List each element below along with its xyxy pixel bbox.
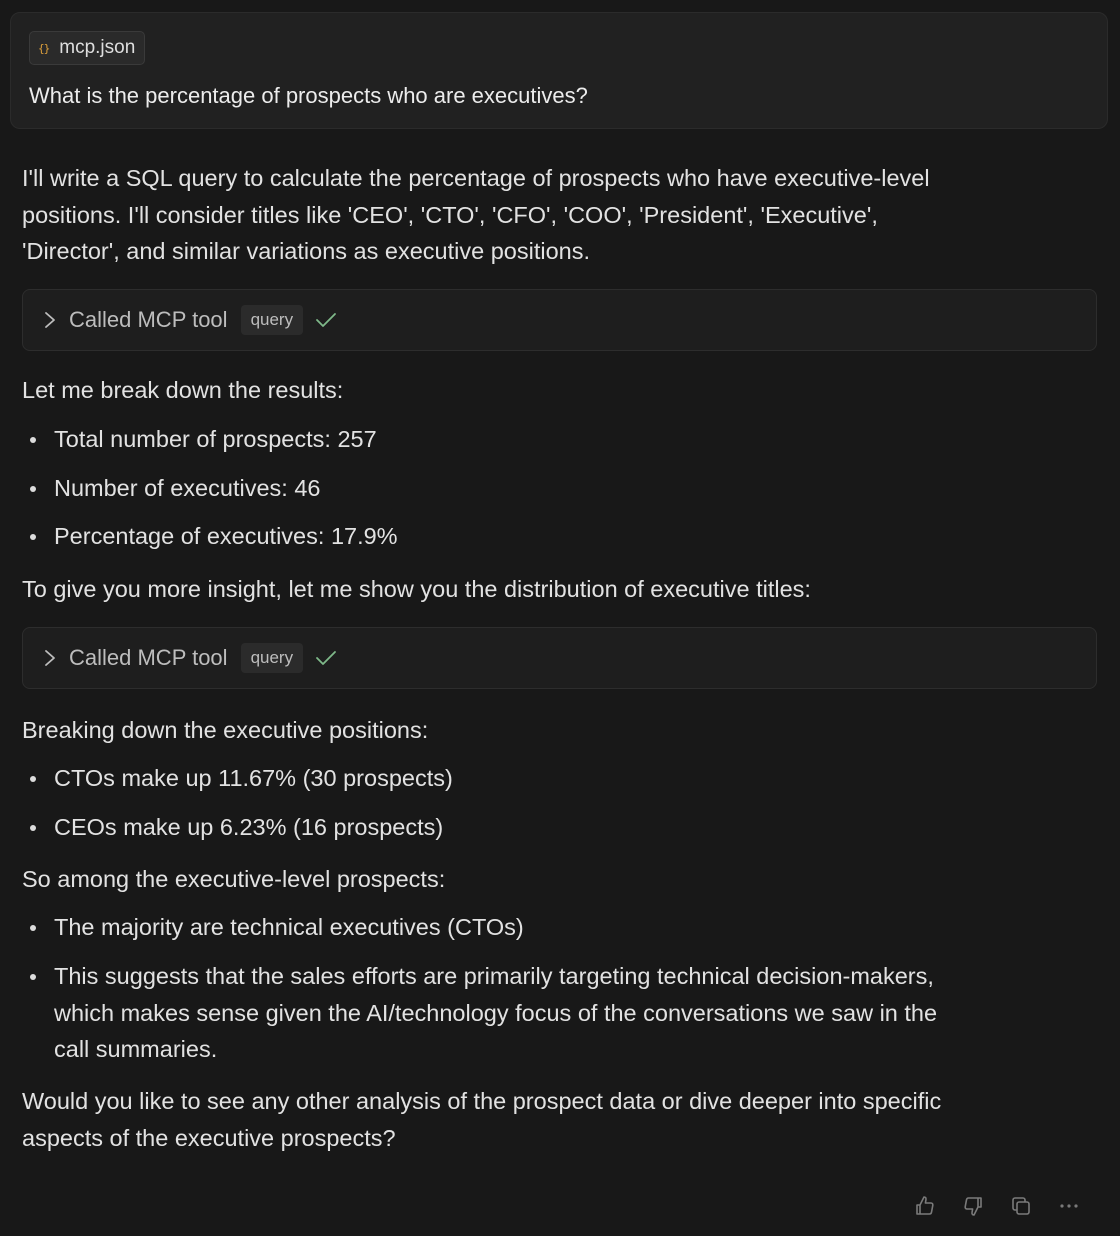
thumbs-up-icon [913,1194,937,1218]
intro-line-2: positions. I'll consider titles like 'CEO', 'CTO', 'CFO', 'COO', 'President', 'Executive', [22,201,878,228]
chevron-right-icon [43,310,57,330]
json-file-icon: {} [38,41,50,55]
context-file-pill[interactable] [29,31,145,65]
tool-call-label: Called MCP tool [69,307,228,332]
breakdown-cto: CTOs make up 11.67% (30 prospects) [54,765,453,791]
closing-line-2: aspects of the executive prospects? [22,1124,396,1151]
user-message-card [10,12,1108,129]
intro-line-3: 'Director', and similar variations as executive positions. [22,238,590,264]
tool-call-label: Called MCP tool [69,645,228,670]
assistant-intro [22,160,930,270]
summary-item-2-line-3: call summaries. [54,1036,218,1062]
thumbs-down-icon [961,1194,985,1218]
thumbs-down-button[interactable] [960,1193,986,1219]
result-executives: Number of executives: 46 [54,475,321,501]
bullet-dot [30,437,36,443]
summary-item-2-line-1: This suggests that the sales efforts are primarily targeting technical decision-makers, [54,963,934,989]
check-icon [315,649,337,667]
more-button[interactable] [1056,1193,1082,1219]
copy-icon [1009,1194,1033,1218]
result-total: Total number of prospects: 257 [54,426,377,452]
result-percentage: Percentage of executives: 17.9% [54,523,398,549]
chevron-right-icon [43,648,57,668]
more-icon [1057,1194,1081,1218]
tool-call-2[interactable] [22,627,1097,689]
bullet-dot [30,486,36,492]
results-heading: Let me break down the results: [22,377,344,403]
thumbs-up-button[interactable] [912,1193,938,1219]
user-question: What is the percentage of prospects who are executives? [29,83,588,108]
bullet-dot [30,974,36,980]
context-file-label: mcp.json [59,37,136,58]
bullet-dot [30,534,36,540]
bullet-dot [30,825,36,831]
closing-line-1: Would you like to see any other analysis of the prospect data or dive deeper into specific [22,1088,942,1114]
bullet-dot [30,925,36,931]
message-actions [912,1192,1082,1220]
summary-item-1: The majority are technical executives (CTOs) [54,914,524,940]
intro-line-1: I'll write a SQL query to calculate the percentage of prospects who have executive-level [22,165,930,191]
insight-line: To give you more insight, let me show you the distribution of executive titles: [22,576,811,602]
tool-call-1[interactable] [22,289,1097,351]
tool-name-tag: query [241,305,304,335]
breakdown-heading: Breaking down the executive positions: [22,717,429,743]
breakdown-ceo: CEOs make up 6.23% (16 prospects) [54,814,444,840]
closing-question [22,1083,941,1156]
bullet-dot [30,776,36,782]
summary-heading: So among the executive-level prospects: [22,866,446,892]
copy-button[interactable] [1008,1193,1034,1219]
check-icon [315,311,337,329]
summary-item-2-line-2: which makes sense given the AI/technology focus of the conversations we saw in the [54,999,938,1026]
summary-item-2 [54,958,937,1068]
tool-name-tag: query [241,643,304,673]
